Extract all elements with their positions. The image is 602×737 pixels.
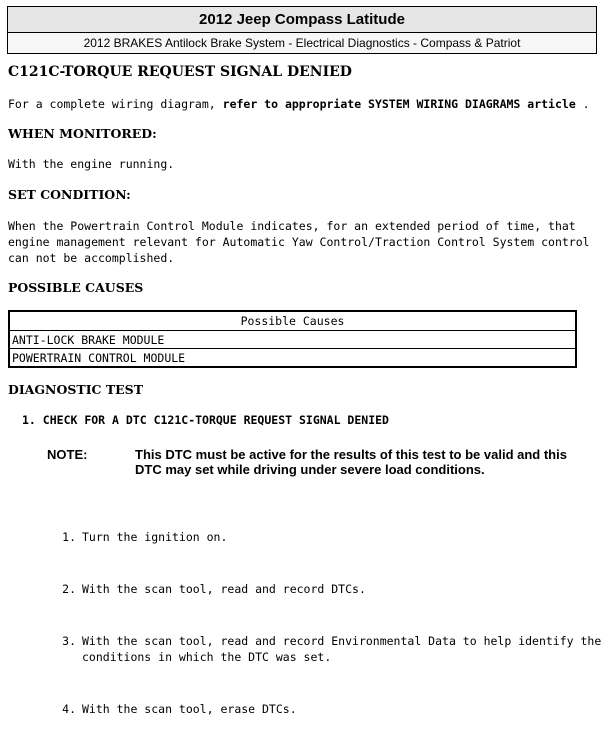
section-subtitle: 2012 BRAKES Antilock Brake System - Electrical Diagnostics - Compass & Patriot (8, 33, 596, 53)
note-label: NOTE: (47, 447, 88, 462)
set-condition-line: can not be accomplished. (8, 251, 175, 265)
list-item: 1. Turn the ignition on. (62, 530, 228, 544)
note-text: This DTC must be active for the results of this test to be valid and this DTC may set while driving under severe load conditions. (135, 447, 567, 477)
possible-causes-table (8, 310, 577, 368)
set-condition-line: When the Powertrain Control Module indicates, for an extended period of time, that (8, 219, 576, 233)
table-row: POWERTRAIN CONTROL MODULE (9, 349, 576, 368)
table-row: ANTI-LOCK BRAKE MODULE (9, 331, 576, 349)
wiring-reference-link[interactable]: refer to appropriate SYSTEM WIRING DIAGRAMS article (222, 97, 576, 111)
set-condition-text (8, 218, 590, 266)
table-header: Possible Causes (9, 311, 576, 331)
when-monitored-text: With the engine running. (8, 157, 175, 171)
step-1-title (22, 413, 389, 427)
wiring-paragraph (8, 96, 590, 112)
step-title-text: CHECK FOR A DTC C121C-TORQUE REQUEST SIGNAL DENIED (42, 413, 389, 427)
dtc-title: C121C-TORQUE REQUEST SIGNAL DENIED (8, 64, 352, 80)
vehicle-title: 2012 Jeep Compass Latitude (8, 7, 596, 33)
document-header (7, 6, 597, 54)
set-condition-line: engine management relevant for Automatic Yaw Control/Traction Control System control (8, 235, 590, 249)
list-item: 4. With the scan tool, erase DTCs. (62, 702, 297, 716)
when-monitored-heading: WHEN MONITORED: (8, 126, 157, 141)
diagnostic-test-heading: DIAGNOSTIC TEST (8, 382, 144, 397)
list-item: 2. With the scan tool, read and record DTCs. (62, 582, 366, 596)
step-number: 1. (22, 413, 36, 427)
wiring-suffix: . (575, 97, 590, 111)
list-item: 3. With the scan tool, read and record Environmental Data to help identify the conditions in which the DTC was set. (62, 634, 602, 664)
set-condition-heading: SET CONDITION: (8, 187, 131, 202)
possible-causes-heading: POSSIBLE CAUSES (8, 280, 144, 295)
wiring-prefix: For a complete wiring diagram, (8, 97, 223, 111)
substep-list (56, 497, 601, 737)
